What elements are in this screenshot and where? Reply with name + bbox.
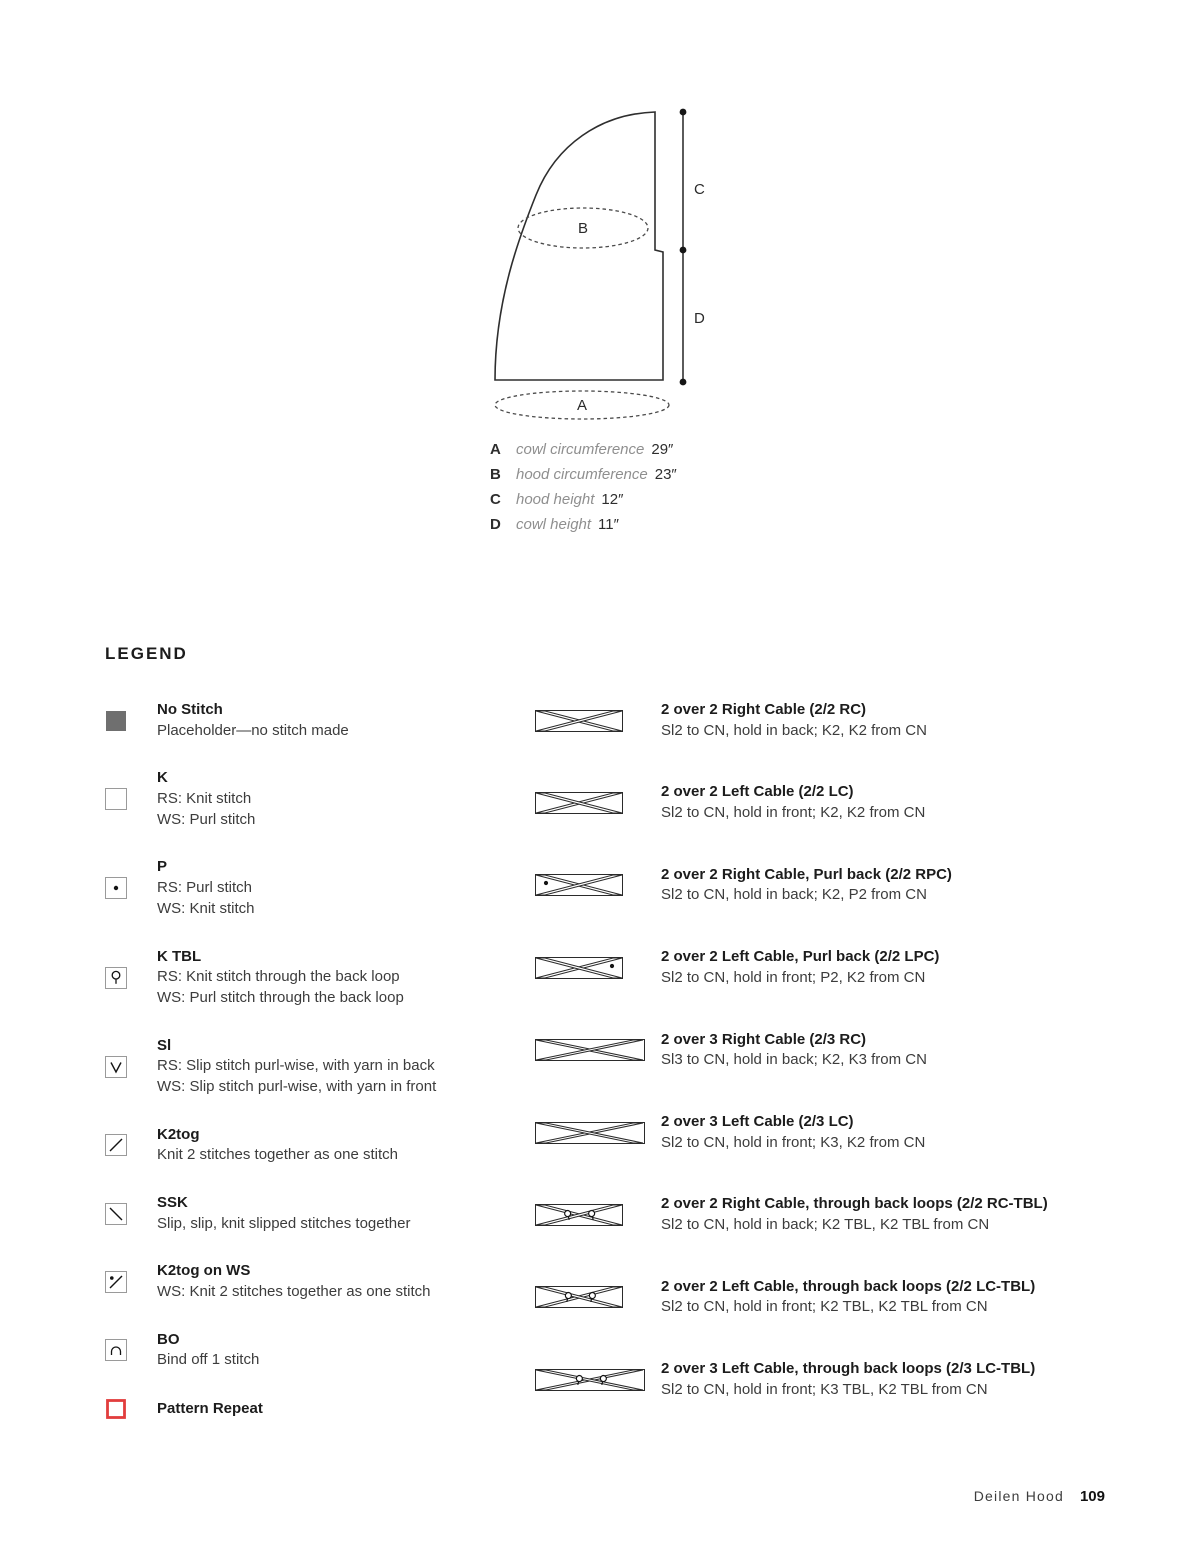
measure-letter: C: [490, 491, 501, 508]
slip-icon: [105, 1056, 157, 1078]
measure-dot-mid: [680, 247, 687, 254]
legend-item-2-2-rpc: [535, 865, 1117, 906]
legend-title: LEGEND: [105, 644, 188, 663]
legend-item-2-3-lc: [535, 1112, 1117, 1153]
legend-item-title: BO: [157, 1330, 180, 1348]
knit-icon: [105, 788, 157, 810]
legend-item-title: 2 over 2 Right Cable, through back loops (2/2 RC-TBL): [661, 1195, 1048, 1213]
chapter-name: Deilen Hood: [973, 1488, 1064, 1504]
legend-item-title: SSK: [157, 1194, 188, 1211]
legend-item-desc: RS: Slip stitch purl-wise, with yarn in back: [157, 1057, 435, 1075]
legend-item-desc: WS: Knit stitch: [157, 899, 255, 917]
cable-2-2-lpc-icon: [535, 957, 661, 979]
legend-item-2-3-lc-tbl: [535, 1359, 1117, 1400]
measurement-row: [490, 466, 810, 483]
legend-item-desc: WS: Slip stitch purl-wise, with yarn in front: [157, 1077, 437, 1095]
legend-item-title: K: [157, 769, 168, 787]
legend-item-desc: WS: Purl stitch through the back loop: [157, 988, 404, 1006]
measure-value: 11″: [598, 516, 619, 533]
k2tog-icon: [105, 1134, 157, 1156]
legend-item-desc: Sl2 to CN, hold in back; K2 TBL, K2 TBL from CN: [661, 1215, 990, 1233]
measure-letter: B: [490, 466, 501, 483]
point-label-a: A: [576, 397, 588, 414]
legend-item-desc: Bind off 1 stitch: [157, 1351, 260, 1369]
page-footer: [974, 1488, 1105, 1505]
legend-item-2-2-lc: [535, 782, 1117, 823]
legend-item-2-2-rc-tbl: [535, 1194, 1117, 1235]
legend-item-2-3-rc: [535, 1030, 1117, 1071]
cable-2-3-rc-icon: [535, 1039, 661, 1061]
legend-item-bind-off: [105, 1330, 535, 1371]
measure-dot-top: [680, 109, 687, 116]
legend-item-desc: Sl2 to CN, hold in back; K2, K2 from CN: [661, 721, 927, 739]
measure-letter: D: [490, 516, 501, 533]
legend-item-desc: Placeholder—no stitch made: [157, 721, 349, 739]
legend-item-desc: WS: Purl stitch: [157, 810, 256, 828]
legend-section: [105, 644, 1117, 1447]
legend-item-k2tog-ws: [105, 1261, 535, 1302]
measurement-row: [490, 516, 810, 533]
legend-item-slip: [105, 1036, 535, 1098]
legend-item-no-stitch: [105, 700, 535, 741]
legend-item-2-2-rc: [535, 700, 1117, 741]
hood-schematic-drawing: [470, 95, 790, 427]
legend-item-desc: Sl2 to CN, hold in back; K2, P2 from CN: [661, 886, 927, 904]
measure-name: cowl height: [516, 516, 592, 533]
legend-item-desc: Knit 2 stitches together as one stitch: [157, 1146, 398, 1164]
measure-name: cowl circumference: [516, 441, 645, 458]
legend-item-title: K TBL: [157, 947, 202, 965]
cable-2-2-rc-tbl-icon: [535, 1204, 661, 1226]
legend-item-desc: Slip, slip, knit slipped stitches together: [157, 1214, 411, 1232]
ktbl-icon: [105, 967, 157, 989]
legend-item-title: 2 over 3 Left Cable (2/3 LC): [661, 1112, 854, 1130]
ssk-icon: [105, 1203, 157, 1225]
legend-item-desc: RS: Knit stitch: [157, 790, 252, 808]
legend-item-title: P: [157, 858, 168, 876]
legend-item-title: 2 over 2 Left Cable (2/2 LC): [661, 783, 854, 801]
cable-2-2-lc-icon: [535, 792, 661, 814]
legend-item-ktbl: [105, 947, 535, 1009]
legend-item-title: 2 over 2 Left Cable, through back loops (2/2 LC-TBL): [661, 1277, 1036, 1295]
legend-item-title: Sl: [157, 1036, 172, 1054]
legend-item-desc: Sl2 to CN, hold in front; K2, K2 from CN: [661, 804, 926, 822]
cable-2-3-lc-icon: [535, 1122, 661, 1144]
legend-item-title: 2 over 2 Right Cable, Purl back (2/2 RPC): [661, 865, 952, 883]
no-stitch-icon: [105, 710, 157, 732]
legend-item-desc: Sl3 to CN, hold in back; K2, K3 from CN: [661, 1051, 927, 1069]
legend-item-title: 2 over 2 Left Cable, Purl back (2/2 LPC): [661, 948, 940, 966]
legend-item-title: No Stitch: [157, 701, 223, 718]
measure-value: 29″: [651, 441, 674, 458]
schematic: [470, 95, 810, 541]
legend-item-desc: WS: Knit 2 stitches together as one stitch: [157, 1283, 431, 1301]
hood-outline: [495, 112, 663, 380]
point-label-d: D: [694, 310, 705, 327]
legend-item-k2tog: [105, 1125, 535, 1166]
legend-item-desc: RS: Purl stitch: [157, 879, 253, 897]
point-label-b: B: [577, 220, 589, 237]
legend-item-title: 2 over 3 Right Cable (2/3 RC): [661, 1030, 867, 1048]
measure-name: hood circumference: [516, 466, 648, 483]
purl-icon: [105, 877, 157, 899]
legend-item-2-2-lpc: [535, 947, 1117, 988]
page-number: 109: [1079, 1488, 1105, 1505]
legend-item-title: K2tog on WS: [157, 1262, 251, 1280]
measure-dot-bottom: [680, 379, 687, 386]
legend-item-knit: [105, 768, 535, 830]
point-label-c: C: [694, 181, 705, 198]
measure-value: 23″: [654, 466, 677, 483]
measure-value: 12″: [601, 491, 624, 508]
legend-item-desc: Sl2 to CN, hold in front; P2, K2 from CN: [661, 968, 926, 986]
legend-item-ssk: [105, 1193, 535, 1234]
bind-off-icon: [105, 1339, 157, 1361]
legend-item-title: 2 over 2 Right Cable (2/2 RC): [661, 701, 867, 718]
legend-item-desc: RS: Knit stitch through the back loop: [157, 968, 400, 986]
legend-item-purl: [105, 857, 535, 919]
cable-2-3-lc-tbl-icon: [535, 1369, 661, 1391]
legend-item-title: K2tog: [157, 1125, 200, 1143]
measure-name: hood height: [516, 491, 595, 508]
legend-item-2-2-lc-tbl: [535, 1277, 1117, 1318]
legend-item-pattern-repeat: [105, 1398, 535, 1420]
cable-2-2-rc-icon: [535, 710, 661, 732]
legend-item-title: 2 over 3 Left Cable, through back loops (2/3 LC-TBL): [661, 1360, 1036, 1377]
measure-letter: A: [490, 441, 501, 458]
cable-2-2-lc-tbl-icon: [535, 1286, 661, 1308]
measurement-row: [490, 491, 810, 508]
measurement-key: [470, 441, 810, 533]
k2tog-ws-icon: [105, 1271, 157, 1293]
legend-item-desc: Sl2 to CN, hold in front; K2 TBL, K2 TBL from CN: [661, 1298, 988, 1316]
legend-item-desc: Sl2 to CN, hold in front; K3 TBL, K2 TBL from CN: [661, 1380, 988, 1398]
pattern-repeat-icon: [105, 1398, 157, 1420]
cable-2-2-rpc-icon: [535, 874, 661, 896]
measurement-row: [490, 441, 810, 458]
legend-item-title: Pattern Repeat: [157, 1399, 263, 1417]
legend-column-left: [105, 700, 535, 1447]
legend-column-right: [535, 700, 1117, 1441]
legend-item-desc: Sl2 to CN, hold in front; K3, K2 from CN: [661, 1133, 926, 1151]
